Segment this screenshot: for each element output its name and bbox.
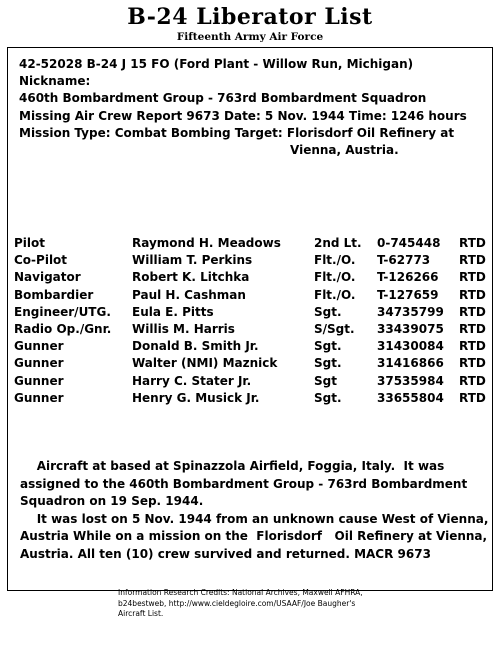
crew-row	[14, 321, 494, 338]
crew-service-number: T-127659	[377, 287, 439, 302]
crew-rank: Flt./O.	[314, 253, 356, 268]
crew-status: RTD	[459, 270, 486, 285]
crew-row	[14, 287, 494, 304]
crew-rank: 2nd Lt.	[314, 236, 362, 250]
crew-name: Harry C. Stater Jr.	[132, 373, 252, 388]
crew-service-number: T-126266	[377, 270, 439, 285]
crew-row	[14, 304, 494, 321]
narrative-line: Squadron on 19 Sep. 1944.	[20, 494, 204, 508]
narrative-line: assigned to the 460th Bombardment Group - 763rd Bombardment	[20, 476, 468, 491]
crew-status: RTD	[459, 373, 486, 388]
crew-name: Henry G. Musick Jr.	[132, 390, 260, 405]
crew-role: Pilot	[14, 236, 46, 250]
crew-rank: Flt./O.	[314, 270, 356, 285]
crew-service-number: 0-745448	[377, 236, 441, 250]
page-subtitle: Fifteenth Army Air Force	[176, 31, 324, 43]
crew-role: Gunner	[14, 339, 64, 354]
crew-name: Willis M. Harris	[132, 321, 235, 336]
crew-role: Navigator	[14, 270, 81, 285]
crew-role: Co-Pilot	[14, 253, 68, 268]
crew-name: Paul H. Cashman	[132, 287, 246, 302]
crew-role: Gunner	[14, 373, 64, 388]
crew-status: RTD	[459, 236, 486, 250]
crew-status: RTD	[459, 304, 486, 319]
crew-rank: Sgt.	[314, 339, 342, 354]
crew-status: RTD	[459, 356, 486, 371]
crew-service-number: 31430084	[377, 339, 444, 354]
nickname-line: Nickname:	[19, 74, 91, 89]
crew-row	[14, 355, 494, 372]
credits-line: b24bestweb, http://www.cieldegloire.com/USAAF/Joe Baugher's	[118, 598, 356, 608]
crew-rank: Sgt.	[314, 390, 342, 405]
page-title: B-24 Liberator List	[127, 4, 373, 30]
crew-row	[14, 373, 494, 390]
crew-row	[14, 252, 494, 269]
crew-status: RTD	[459, 253, 486, 268]
crew-service-number: 31416866	[377, 356, 444, 371]
crew-name: Eula E. Pitts	[132, 304, 214, 319]
crew-name: William T. Perkins	[132, 253, 253, 268]
narrative-line: Aircraft at based at Spinazzola Airfield, Foggia, Italy. It was	[20, 459, 445, 473]
crew-service-number: T-62773	[377, 253, 431, 268]
target-location-line: Vienna, Austria.	[290, 143, 399, 158]
crew-row	[14, 390, 494, 407]
crew-status: RTD	[459, 321, 486, 336]
crew-role: Gunner	[14, 390, 64, 405]
narrative-line: Austria While on a mission on the Florisdorf Oil Refinery at Vienna,	[20, 529, 488, 543]
crew-status: RTD	[459, 339, 486, 354]
crew-role: Gunner	[14, 356, 64, 371]
serial-line: 42-52028 B-24 J 15 FO (Ford Plant - Willow Run, Michigan)	[19, 57, 414, 71]
credits-line: Information Research Credits: National Archives, Maxwell AFHRA,	[118, 588, 363, 597]
crew-name: Walter (NMI) Maznick	[132, 356, 278, 371]
crew-rank: S/Sgt.	[314, 321, 355, 336]
crew-role: Engineer/UTG.	[14, 304, 111, 319]
crew-service-number: 33439075	[377, 321, 444, 336]
crew-rank: Flt./O.	[314, 287, 356, 302]
crew-row	[14, 235, 494, 252]
crew-service-number: 33655804	[377, 390, 444, 405]
crew-list	[14, 235, 494, 407]
crew-name: Raymond H. Meadows	[132, 236, 281, 250]
aircraft-header	[19, 56, 489, 159]
macr-line: Missing Air Crew Report 9673 Date: 5 Nov. 1944 Time: 1246 hours	[19, 108, 467, 123]
mission-line: Mission Type: Combat Bombing Target: Florisdorf Oil Refinery at	[19, 125, 455, 140]
group-line: 460th Bombardment Group - 763rd Bombardment Squadron	[19, 91, 427, 106]
crew-role: Bombardier	[14, 287, 94, 302]
crew-row	[14, 338, 494, 355]
narrative-line: Austria. All ten (10) crew survived and returned. MACR 9673	[20, 546, 431, 561]
crew-row	[14, 269, 494, 286]
crew-rank: Sgt	[314, 373, 337, 388]
crew-status: RTD	[459, 287, 486, 302]
crew-rank: Sgt.	[314, 304, 342, 319]
crew-service-number: 37535984	[377, 373, 444, 388]
crew-rank: Sgt.	[314, 356, 342, 371]
crew-service-number: 34735799	[377, 304, 444, 319]
narrative	[20, 458, 490, 563]
credits-line: Aircraft List.	[118, 609, 164, 618]
narrative-line: It was lost on 5 Nov. 1944 from an unknown cause West of Vienna,	[20, 511, 489, 526]
crew-status: RTD	[459, 390, 486, 405]
crew-role: Radio Op./Gnr.	[14, 321, 112, 336]
crew-name: Robert K. Litchka	[132, 270, 250, 285]
research-credits	[118, 588, 448, 620]
crew-name: Donald B. Smith Jr.	[132, 339, 259, 354]
